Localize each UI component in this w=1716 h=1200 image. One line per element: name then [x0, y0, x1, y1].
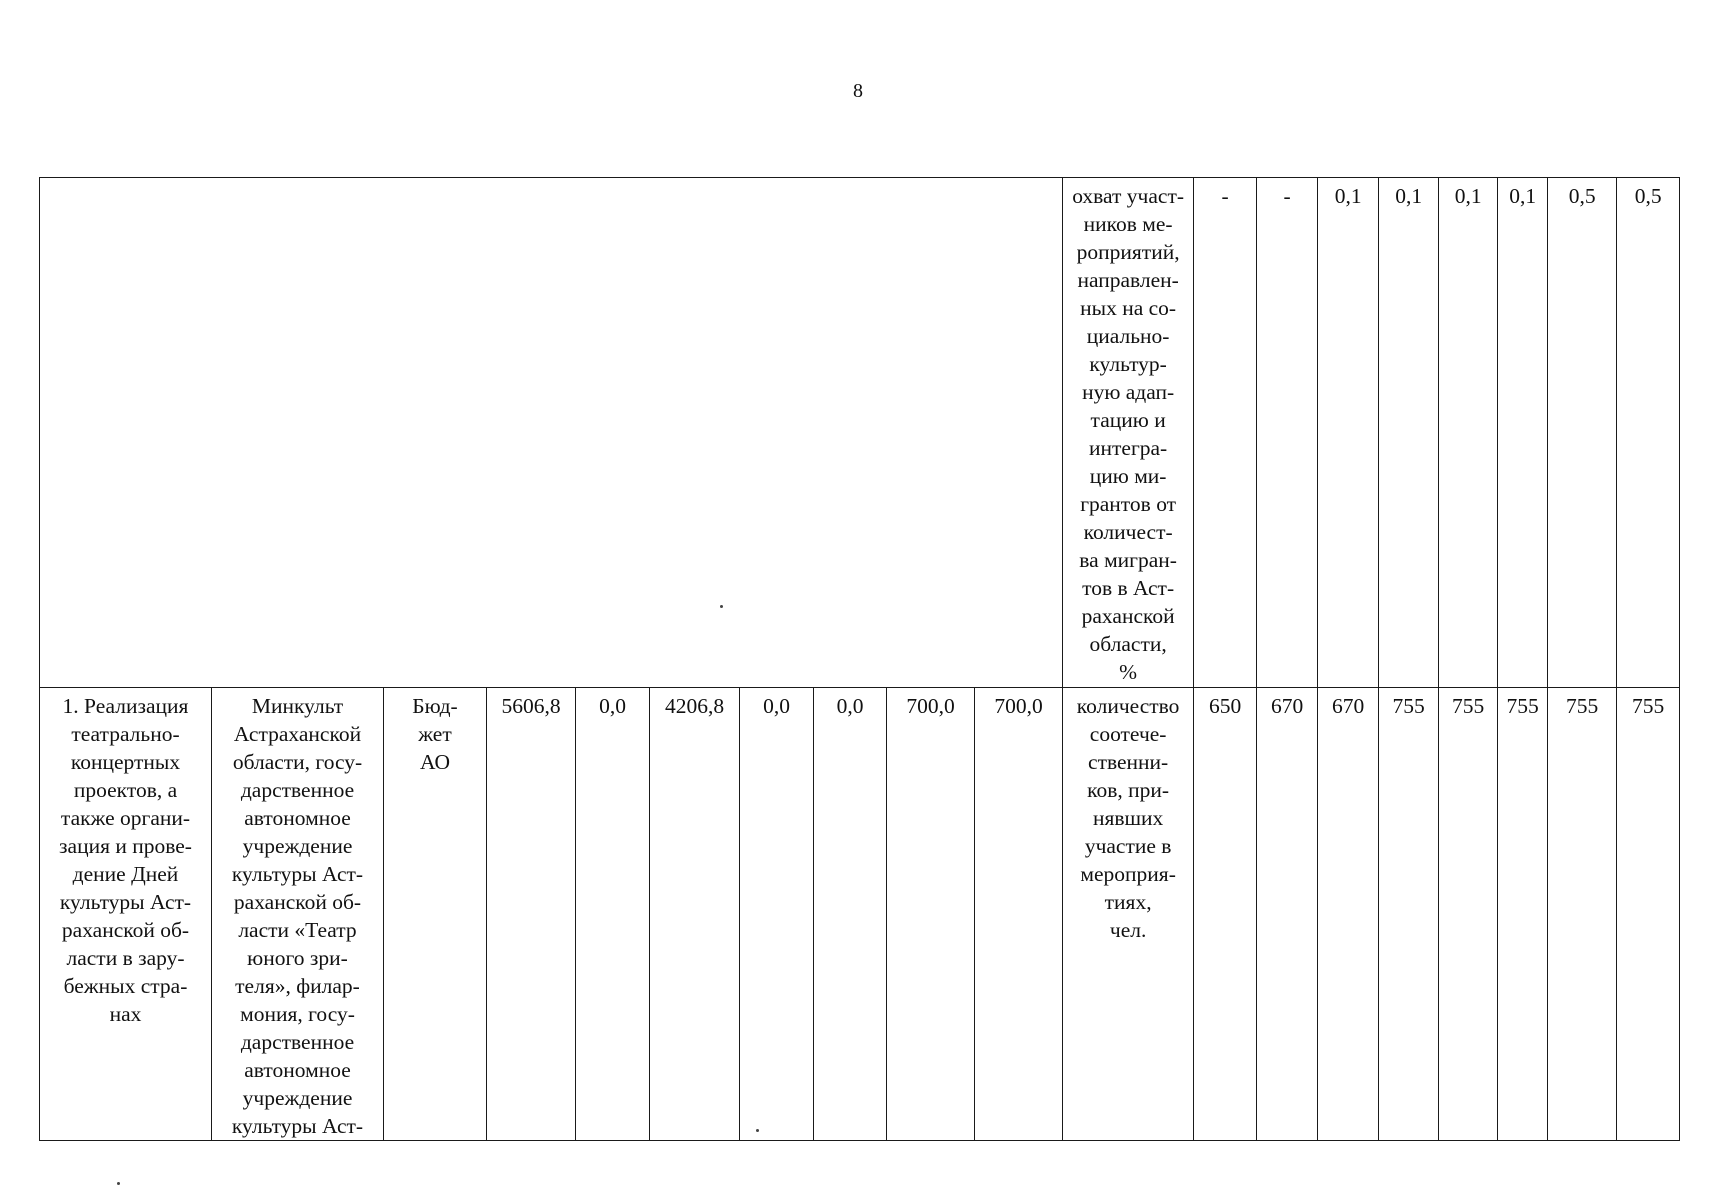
scan-speck: [756, 1129, 759, 1132]
amount-cell: 0,0: [740, 688, 814, 1141]
indicator-cell: охват участ- ников ме- роприятий, направлен- ных на со- циально- культур- ную адап- тацию и интегра- цию ми- грантов от количест- ва мигран- тов в Аст- раханской области, %: [1063, 178, 1194, 688]
event-cell: 1. Реализация театрально- концертных проектов, а также органи- зация и прове- дение Дней культуры Аст- раханской об- ласти в зару- бежных стра- нах: [40, 688, 212, 1141]
value-cell: 0,1: [1318, 178, 1379, 688]
indicator-cell: количество соотече- ственни- ков, при- нявших участие в мероприя- тиях, чел.: [1063, 688, 1194, 1141]
value-cell: 670: [1257, 688, 1318, 1141]
amount-cell: 4206,8: [650, 688, 740, 1141]
page-number: 8: [853, 80, 863, 102]
amount-cell: 5606,8: [487, 688, 576, 1141]
value-cell: 755: [1498, 688, 1548, 1141]
value-cell: 650: [1194, 688, 1257, 1141]
source-cell: Бюд- жет АО: [384, 688, 487, 1141]
scan-speck: [117, 1182, 120, 1185]
amount-cell: 0,0: [576, 688, 650, 1141]
table-row: [40, 178, 1680, 688]
amount-cell: 700,0: [975, 688, 1063, 1141]
value-cell: 0,1: [1439, 178, 1498, 688]
value-cell: 755: [1379, 688, 1439, 1141]
value-cell: 0,1: [1498, 178, 1548, 688]
table-row: [40, 688, 1680, 1141]
amount-cell: 700,0: [887, 688, 975, 1141]
value-cell: 755: [1617, 688, 1680, 1141]
empty-cell: [40, 178, 1063, 688]
value-cell: 0,5: [1548, 178, 1617, 688]
program-table: [39, 177, 1680, 1141]
value-cell: 670: [1318, 688, 1379, 1141]
value-cell: -: [1194, 178, 1257, 688]
executor-cell: Минкульт Астраханской области, госу- дарственное автономное учреждение культуры Аст- раханской об- ласти «Театр юного зри- теля», филар- мония, госу- дарственное автономное учреждение культуры Аст-: [212, 688, 384, 1141]
value-cell: 755: [1439, 688, 1498, 1141]
scan-speck: [720, 605, 723, 608]
value-cell: -: [1257, 178, 1318, 688]
amount-cell: 0,0: [814, 688, 887, 1141]
value-cell: 0,1: [1379, 178, 1439, 688]
value-cell: 0,5: [1617, 178, 1680, 688]
value-cell: 755: [1548, 688, 1617, 1141]
